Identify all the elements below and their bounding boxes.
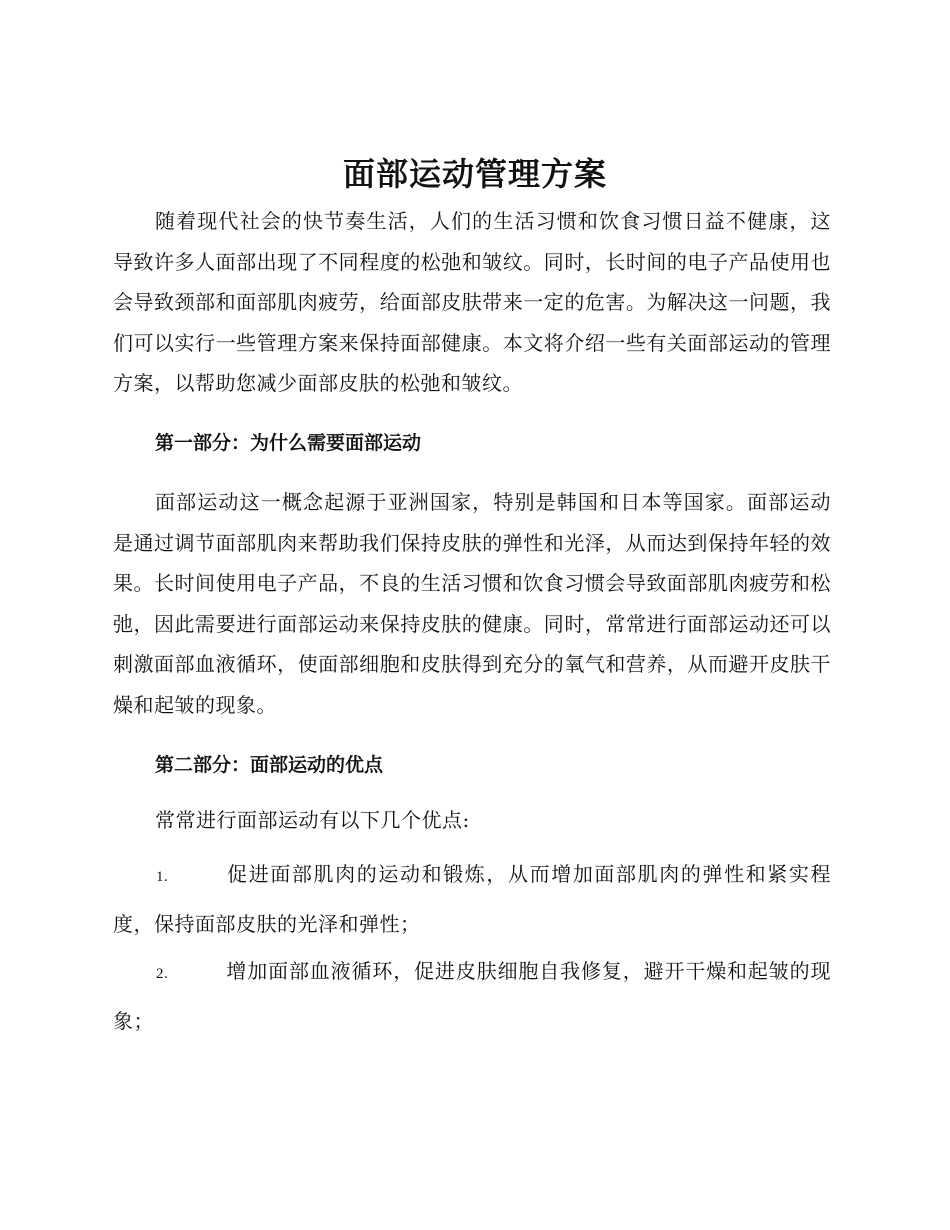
benefits-lead-text: 常常进行面部运动有以下几个优点: xyxy=(155,808,470,832)
section-why-paragraph: 面部运动这一概念起源于亚洲国家，特别是韩国和日本等国家。面部运动是通过调节面部肌肉来帮助我们保持皮肤的弹性和光泽，从而达到保持年轻的效果。长时间使用电子产品，不良的生活习惯和饮食习惯会导致面部肌肉疲劳和松弛，因此需要进行面部运动来保持皮肤的健康。同时，常常进行面部运动还可以刺激面部血液循环，使面部细胞和皮肤得到充分的氧气和营养，从而避开皮肤干燥和起皱的现象。 xyxy=(113,490,831,717)
list-item-number: 1. xyxy=(156,869,169,885)
document-title: 面部运动管理方案 xyxy=(342,155,607,193)
list-item xyxy=(113,948,831,1045)
list-item-text: 增加面部血液循环，促进皮肤细胞自我修复，避开干燥和起皱的现象； xyxy=(113,959,831,1033)
list-item xyxy=(113,851,831,948)
section-heading-benefits: 第二部分：面部运动的优点 xyxy=(155,754,384,776)
list-item-text: 促进面部肌肉的运动和锻炼，从而增加面部肌肉的弹性和紧实程度，保持面部皮肤的光泽和弹性； xyxy=(113,862,831,936)
intro-paragraph: 随着现代社会的快节奏生活，人们的生活习惯和饮食习惯日益不健康，这导致许多人面部出现了不同程度的松弛和皱纹。同时，长时间的电子产品使用也会导致颈部和面部肌肉疲劳，给面部皮肤带来一定的危害。为解决这一问题，我们可以实行一些管理方案来保持面部健康。本文将介绍一些有关面部运动的管理方案，以帮助您减少面部皮肤的松弛和皱纹。 xyxy=(113,209,831,395)
section-heading-why: 第一部分：为什么需要面部运动 xyxy=(155,432,422,454)
list-item-number: 2. xyxy=(156,966,169,982)
